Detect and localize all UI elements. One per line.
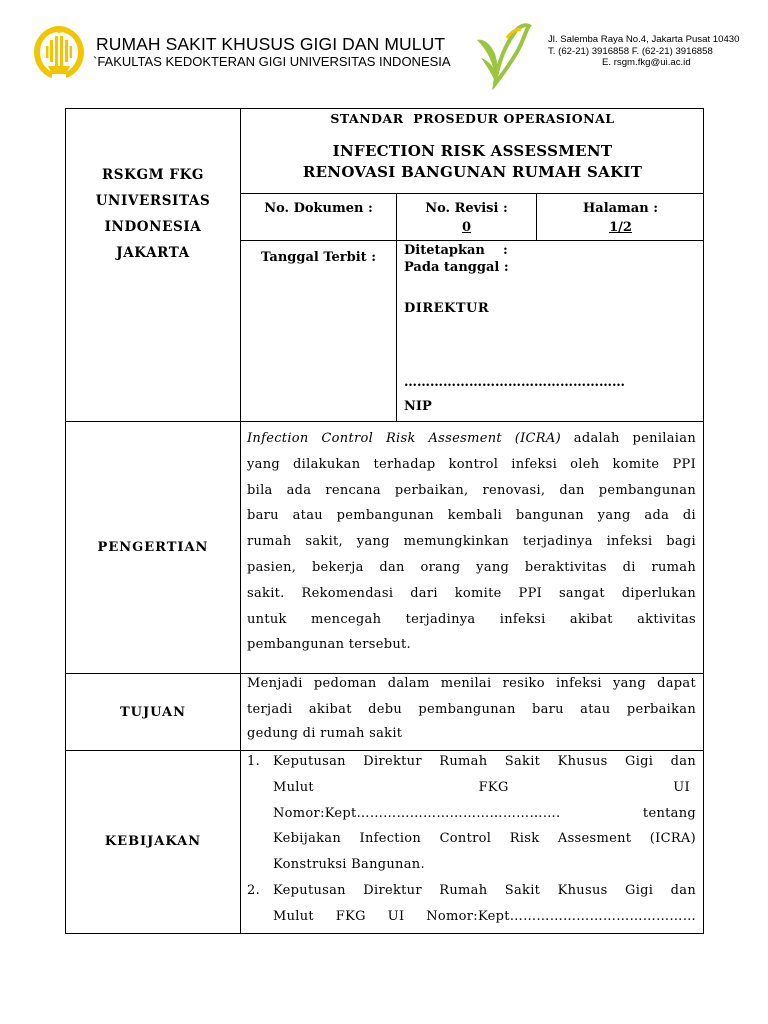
kebijakan-item-line: Kebijakan Infection Control Risk Assesment (ICRA): [273, 831, 696, 847]
kebijakan-item-number: 1.: [247, 754, 261, 769]
issue-date-label: Tanggal Terbit :: [260, 250, 377, 265]
institution-block: [66, 162, 240, 266]
letterhead: [0, 0, 768, 100]
tujuan-line: terjadi akibat debu pembangunan baru atau perbaikan: [247, 701, 696, 717]
pengertian-line: baru atau pembangunan kembali bangunan yang ada di: [247, 508, 696, 524]
kebijakan-item-line: Konstruksi Bangunan.: [273, 857, 425, 873]
tujuan-line: Menjadi pedoman dalam menilai resiko infeksi yang dapat: [247, 676, 696, 691]
kebijakan-item-line: Keputusan Direktur Rumah Sakit Khusus Gigi dan: [273, 882, 696, 898]
kebijakan-item: [247, 749, 696, 878]
title-line-1: INFECTION RISK ASSESSMENT: [332, 142, 613, 160]
kebijakan-item-line: Mulut FKG UI: [273, 779, 690, 795]
sop-label: STANDAR PROSEDUR OPERASIONAL: [330, 111, 615, 126]
kebijakan-item: [247, 878, 696, 930]
nip-label: NIP: [404, 399, 432, 414]
kebijakan-label: KEBIJAKAN: [104, 834, 202, 849]
kebijakan-item-number: 2.: [247, 882, 261, 898]
kebijakan-list: [247, 749, 696, 930]
institution-line: UNIVERSITAS: [95, 193, 211, 209]
kebijakan-item-line: Mulut FKG UI Nomor:Kept……………………………………: [273, 908, 696, 924]
document-title: [241, 141, 704, 183]
page-value: 1/2: [609, 220, 632, 235]
phone-text: T. (62-21) 3916858 F. (62-21) 3916858: [548, 45, 713, 57]
pengertian-line: rumah sakit, yang memungkinkan terjadinya infeksi bagi: [247, 534, 696, 550]
kebijakan-item-line: Nomor:Kept………………………………………. tentang: [273, 805, 696, 821]
revision-label: No. Revisi :: [425, 201, 508, 216]
tujuan-line: gedung di rumah sakit: [247, 725, 403, 741]
institution-line: RSKGM FKG: [101, 167, 205, 183]
icra-term: Infection Control Risk Assesment (ICRA): [247, 431, 561, 446]
faculty-name: `FAKULTAS KEDOKTERAN GIGI UNIVERSITAS INDONESIA: [93, 54, 451, 69]
institution-line: JAKARTA: [116, 245, 190, 261]
divider-header-bottom: [65, 421, 704, 422]
pengertian-line: pasien, bekerja dan orang yang beraktivitas di rumah: [247, 559, 696, 575]
set-label: Ditetapkan :: [404, 243, 508, 258]
revision-value: 0: [461, 220, 472, 235]
divider-vertical-main: [240, 108, 241, 934]
hospital-name: RUMAH SAKIT KHUSUS GIGI DAN MULUT: [96, 34, 446, 54]
ui-makara-logo-icon: [30, 22, 88, 82]
doc-number-label: No. Dokumen :: [264, 201, 373, 216]
pengertian-line: pembangunan tersebut.: [247, 637, 411, 653]
pengertian-line-rest: adalah penilaian: [560, 431, 696, 446]
pengertian-line: yang dilakukan terhadap kontrol infeksi oleh komite PPI: [247, 456, 696, 472]
contact-info: [548, 34, 739, 69]
pengertian-line: sakit. Rekomendasi dari komite PPI sangat diperlukan: [247, 585, 696, 601]
address-text: Jl. Salemba Raya No.4, Jakarta Pusat 10430: [548, 34, 740, 45]
pengertian-label: PENGERTIAN: [97, 540, 209, 555]
rskgm-logo-icon: [473, 18, 533, 90]
tujuan-label: TUJUAN: [119, 705, 187, 720]
page-label: Halaman :: [582, 201, 659, 216]
director-label: DIREKTUR: [404, 301, 490, 316]
divider-header-meta: [240, 240, 704, 241]
tujuan-text: [247, 671, 696, 745]
pengertian-line: bila ada rencana perbaikan, renovasi, dan pembangunan: [247, 482, 696, 498]
on-date-label: Pada tanggal :: [404, 260, 509, 275]
pengertian-line: [247, 426, 696, 452]
pengertian-line: untuk mencegah terjadinya infeksi akibat aktivitas: [247, 611, 696, 627]
pengertian-text: [247, 426, 696, 658]
divider-header-title: [240, 193, 704, 194]
email-text: E. rsgm.fkg@ui.ac.id: [602, 57, 691, 68]
institution-line: INDONESIA: [104, 219, 202, 235]
signature-line: ……………………………………………: [404, 375, 625, 390]
kebijakan-item-line: Keputusan Direktur Rumah Sakit Khusus Gigi dan: [273, 754, 696, 769]
title-line-2: RENOVASI BANGUNAN RUMAH SAKIT: [302, 163, 643, 181]
